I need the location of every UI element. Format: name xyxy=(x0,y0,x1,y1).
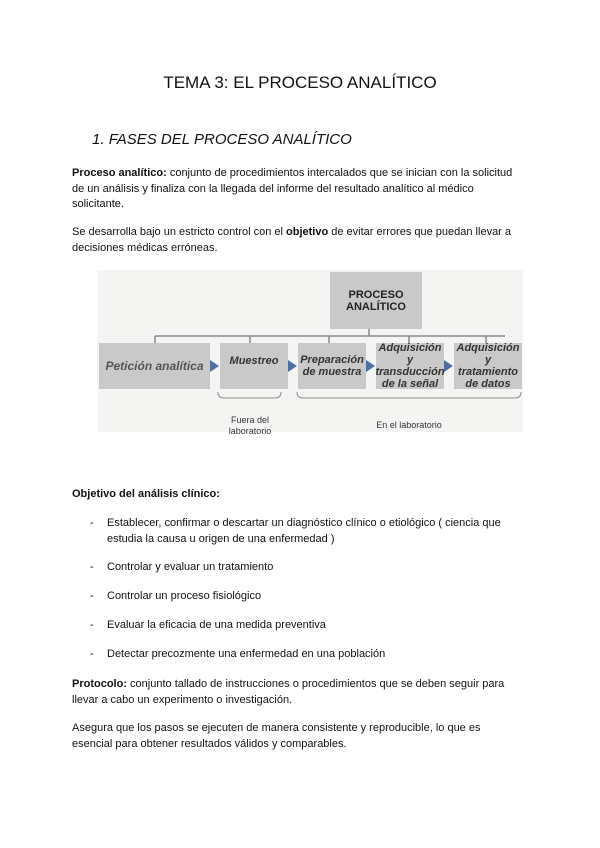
adq2-line-1: Adquisición y xyxy=(456,342,520,366)
paragraph-protocolo xyxy=(72,677,532,708)
prep-line-2: de muestra xyxy=(302,366,362,378)
fuera-line-1: Fuera del xyxy=(230,415,270,425)
adq1-line-3: de la señal xyxy=(381,378,439,390)
list-item-text: Detectar precozmente una enfermedad en una población xyxy=(107,648,386,660)
list-dash: - xyxy=(90,619,94,631)
protocolo-line-2: llevar a cabo un experimento o investigación. xyxy=(72,693,293,706)
control-text-a: Se desarrolla bajo un estricto control con el xyxy=(72,226,287,238)
adq1-line-1: Adquisición y xyxy=(378,342,442,366)
label-fuera-laboratorio xyxy=(225,415,275,437)
peticion-label: Petición analítica xyxy=(105,359,204,373)
section-heading xyxy=(92,131,352,148)
list-dash: - xyxy=(90,590,94,602)
paragraph-control xyxy=(72,225,532,256)
paragraph-proceso-analitico xyxy=(72,166,532,213)
list-dash: - xyxy=(90,561,94,573)
bracket-en-laboratorio xyxy=(297,392,521,398)
list-item-text: Evaluar la eficacia de una medida preventiva xyxy=(107,619,326,631)
fuera-line-2: laboratorio xyxy=(228,426,272,436)
control-line-2: decisiones médicas erróneas. xyxy=(72,241,218,254)
box-adquisicion-senal xyxy=(376,343,444,389)
arrow-2 xyxy=(288,360,297,372)
objetivo-heading: Objetivo del análisis clínico: xyxy=(72,488,220,500)
box-peticion-analitica xyxy=(99,343,210,389)
list-item-text: Controlar y evaluar un tratamiento xyxy=(107,561,274,573)
definition-text: conjunto de procedimientos intercalados que se inician con la solicitud xyxy=(166,167,513,179)
root-box xyxy=(330,272,422,329)
adq1-line-2: transducción xyxy=(375,366,445,378)
list-item-line-2: estudia la causa u origen de una enfermedad ) xyxy=(107,532,335,545)
adq2-line-3: de datos xyxy=(465,378,511,390)
muestreo-label: Muestreo xyxy=(229,355,279,367)
term-objetivo: objetivo xyxy=(286,226,329,238)
adq2-line-2: tratamiento xyxy=(458,366,518,378)
arrow-4 xyxy=(444,360,453,372)
process-diagram xyxy=(97,270,523,436)
label-en-laboratorio: En el laboratorio xyxy=(376,420,442,430)
section-number: 1. xyxy=(92,131,105,148)
page-title: TEMA 3: EL PROCESO ANALÍTICO xyxy=(163,73,437,92)
list-item-text: Controlar un proceso fisiológico xyxy=(107,590,262,602)
paragraph-final xyxy=(72,721,532,752)
final-line-1: Asegura que los pasos se ejecuten de manera consistente y reproducible, lo que es xyxy=(72,722,481,734)
term-proceso-analitico: Proceso analítico: xyxy=(72,167,167,179)
definition-line-2: de un análisis y finaliza con la llegada del informe del resultado analítico al médico xyxy=(72,182,474,195)
bracket-fuera xyxy=(218,392,281,398)
prep-line-1: Preparación xyxy=(300,354,364,366)
root-line-1: PROCESO xyxy=(348,288,404,301)
box-muestreo xyxy=(220,343,288,389)
list-dash: - xyxy=(90,517,94,529)
arrow-1 xyxy=(210,360,219,372)
control-text-c: de evitar errores que puedan llevar a xyxy=(328,226,512,238)
root-line-2: ANALÍTICO xyxy=(346,300,406,313)
final-line-2: esencial para obtener resultados válidos y comparables. xyxy=(72,737,347,750)
protocolo-text: conjunto tallado de instrucciones o procedimientos que se deben seguir para xyxy=(127,678,505,690)
list-dash: - xyxy=(90,648,94,660)
term-protocolo: Protocolo: xyxy=(72,678,127,690)
section-title: FASES DEL PROCESO ANALÍTICO xyxy=(108,131,352,148)
list-item-line-1: Establecer, confirmar o descartar un diagnóstico clínico o etiológico ( ciencia que xyxy=(107,517,501,529)
definition-line-3: solicitante. xyxy=(72,198,124,210)
box-preparacion xyxy=(298,343,366,389)
arrow-3 xyxy=(366,360,375,372)
box-adquisicion-datos xyxy=(454,343,522,389)
